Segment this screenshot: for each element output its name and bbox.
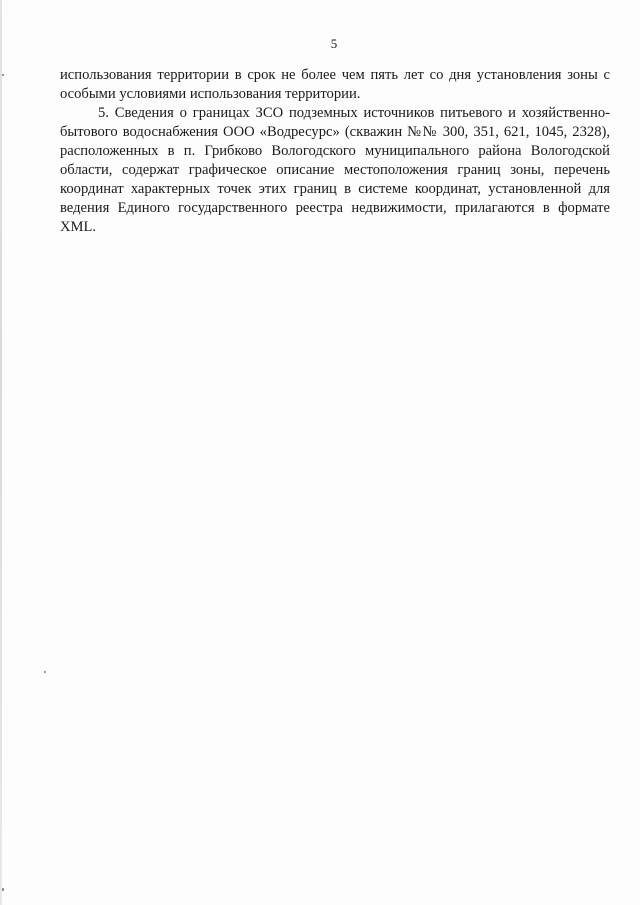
scan-speck bbox=[2, 888, 4, 891]
scan-speck bbox=[44, 671, 46, 673]
paragraph-section-5: 5. Сведения о границах ЗСО подземных источников питьевого и хозяйственно-бытового водоснабжения ООО «Водресурс» (скважин №№ 300, 351, 621, 1045, 2328), расположенных в п. Грибково Вологодского муниципального района Вологодской области, содержат графическое описание местоположения границ зоны, перечень координат характерных точек этих границ в системе координат, установленной для ведения Единого государственного реестра недвижимости, прилагаются в формате XML. bbox=[60, 105, 610, 235]
scan-speck bbox=[2, 74, 4, 76]
scan-edge-shadow bbox=[0, 0, 2, 905]
document-body bbox=[60, 66, 610, 237]
page-number: 5 bbox=[330, 36, 338, 51]
paragraph-continuation: использования территории в срок не более чем пять лет со дня установления зоны с особыми условиями использования территории. bbox=[60, 67, 610, 102]
